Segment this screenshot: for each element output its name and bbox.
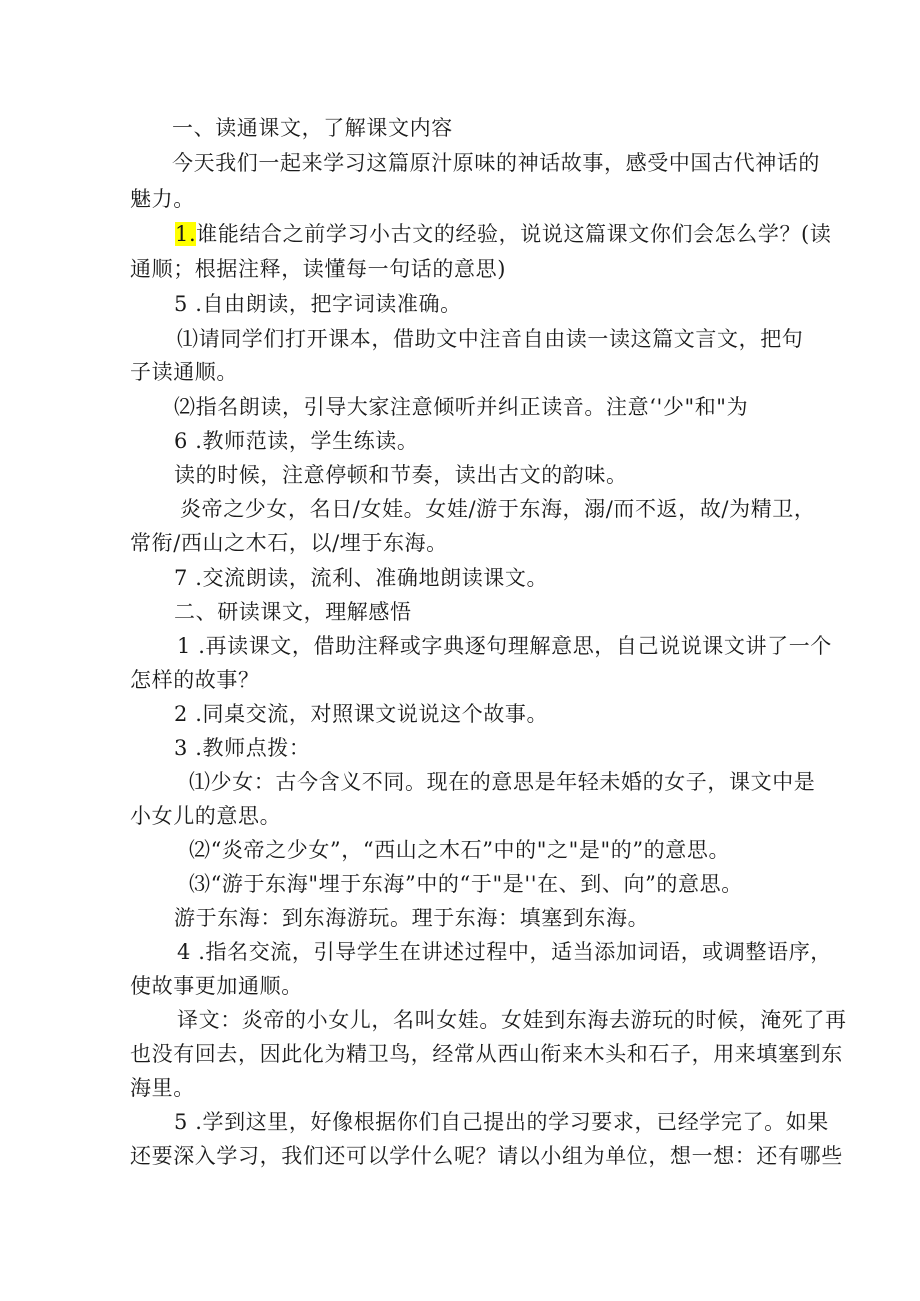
sub-item-2: ⑵“炎帝之少女”，“西山之木石”中的"之"是"的”的意思。 (189, 838, 731, 862)
list-item-5: 5 .学到这里，好像根据你们自己提出的学习要求，已经学完了。如果 (174, 1110, 829, 1134)
paragraph-line: 子读通顺。 (130, 360, 238, 384)
paragraph-line: 通顺；根据注释，读懂每一句话的意思) (130, 257, 506, 281)
paragraph-line: 使故事更加通顺。 (130, 974, 303, 998)
translation-line: 海里。 (130, 1076, 195, 1100)
paragraph-text: 谁能结合之前学习小古文的经验，说说这篇课文你们会怎么学？(读 (196, 222, 832, 246)
paragraph-line: 还要深入学习，我们还可以学什么呢？请以小组为单位，想一想：还有哪些 (130, 1144, 843, 1168)
sub-item-2: ⑵指名朗读，引导大家注意倾听并纠正读音。注意‘'少"和"为 (174, 395, 749, 419)
section-heading-2: 二、研读课文，理解感悟 (174, 600, 412, 624)
section-heading-1: 一、读通课文，了解课文内容 (172, 116, 453, 140)
sub-item-1: ⑴请同学们打开课本，借助文中注音自由读一读这篇文言文，把句 (177, 327, 804, 351)
sub-item-1: ⑴少女：古今含义不同。现在的意思是年轻未婚的女子，课文中是 (189, 770, 816, 794)
paragraph-line: 小女儿的意思。 (130, 804, 282, 828)
paragraph-line: 游于东海：到东海游玩。理于东海：填塞到东海。 (174, 906, 650, 930)
list-item-6: 6 .教师范读，学生练读。 (174, 429, 419, 453)
highlighted-number: 1. (175, 222, 197, 246)
translation-line: 也没有回去，因此化为精卫鸟，经常从西山衔来木头和石子，用来填塞到东 (130, 1042, 843, 1066)
paragraph-line: 读的时候，注意停顿和节奏，读出古文的韵味。 (174, 463, 628, 487)
paragraph-line: 魅力。 (130, 187, 195, 211)
translation-line: 译文：炎帝的小女儿，名叫女娃。女娃到东海去游玩的时候，淹死了再 (177, 1008, 847, 1032)
list-item-4: 4 .指名交流，引导学生在讲述过程中，适当添加词语，或调整语序， (177, 940, 832, 964)
paragraph-line: 今天我们一起来学习这篇原汁原味的神话故事，感受中国古代神话的 (172, 151, 820, 175)
list-item-3: 3 .教师点拨： (174, 736, 311, 760)
paragraph-line: 怎样的故事？ (130, 668, 260, 692)
list-item-2: 2 .同桌交流，对照课文说说这个故事。 (174, 702, 549, 726)
classical-text-line: 炎帝之少女，名日/女娃。女娃/游于东海，溺/而不返，故/为精卫， (180, 497, 816, 521)
classical-text-line: 常衔/西山之木石，以/埋于东海。 (130, 531, 448, 555)
sub-item-3: ⑶“游于东海"埋于东海”中的“于"是''在、到、向”的意思。 (189, 872, 743, 896)
list-item-1: 1 .再读课文，借助注释或字典逐句理解意思，自己说说课文讲了一个 (177, 634, 832, 658)
paragraph-line (175, 219, 920, 249)
list-item-5: 5 .自由朗读，把字词读准确。 (174, 292, 462, 316)
list-item-7: 7 .交流朗读，流利、准确地朗读课文。 (174, 566, 549, 590)
